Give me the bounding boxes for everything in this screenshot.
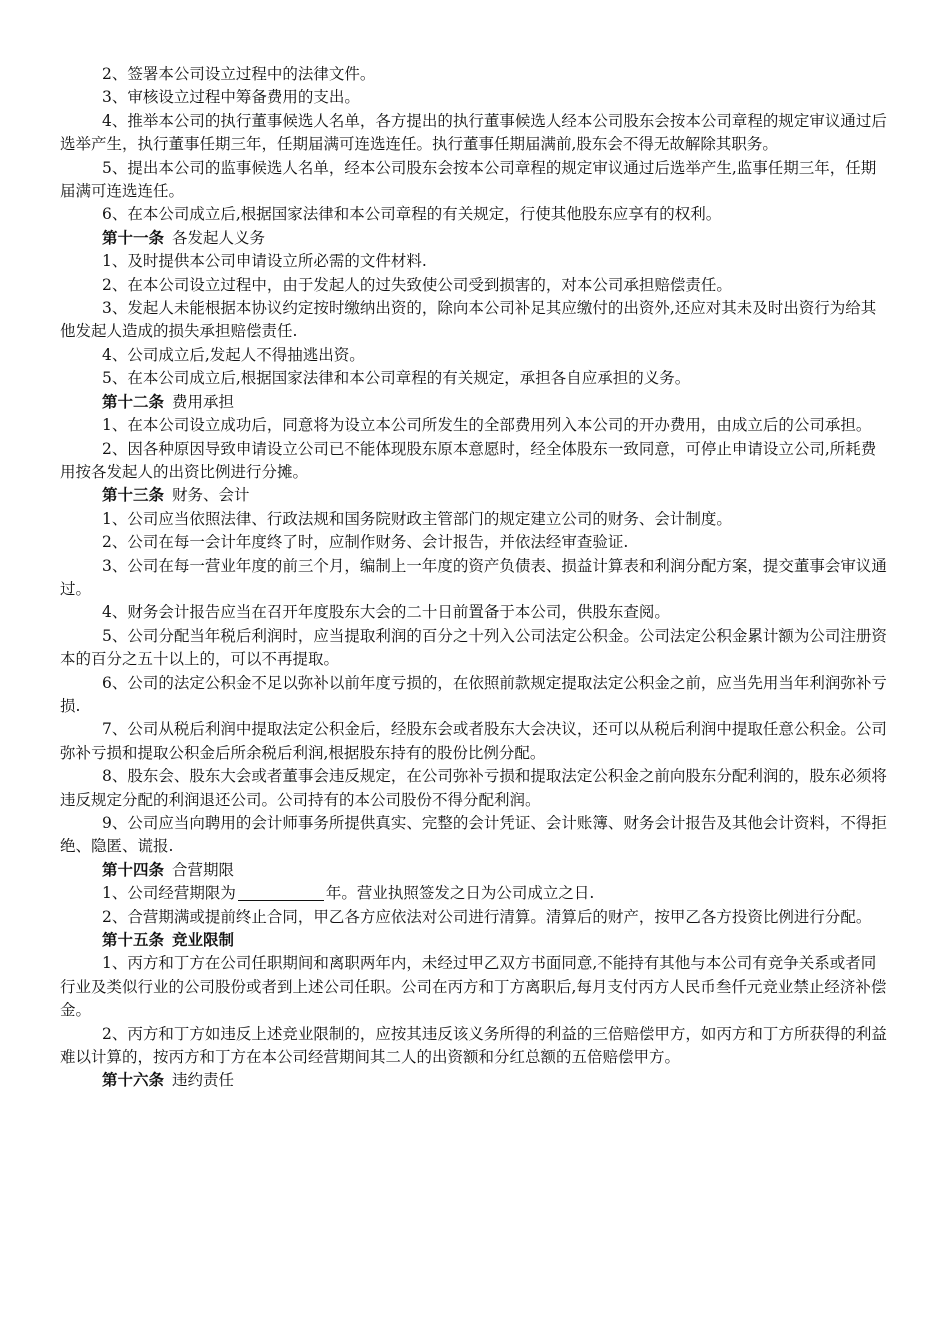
- fill-in-blank: [238, 884, 324, 901]
- article-number: 第十三条: [102, 486, 165, 505]
- paragraph: 4、公司成立后,发起人不得抽逃出资。: [102, 345, 365, 364]
- paragraph: 8、股东会、股东大会或者董事会违反规定，在公司弥补亏损和提取法定公积金之前向股东分配利润的，股东必须将违反规定分配的利润退还公司。公司持有的本公司股份不得分配利润。: [60, 767, 887, 809]
- article-heading: [60, 859, 890, 882]
- article-title: 竞业限制: [172, 931, 235, 950]
- article-heading: [60, 929, 890, 952]
- paragraph: 4、推举本公司的执行董事候选人名单，各方提出的执行董事候选人经本公司股东会按本公司章程的规定审议通过后选举产生，执行董事任期三年，任期届满可连选连任。执行董事任期届满前,股东会不得无故解除其职务。: [60, 111, 887, 154]
- blank-before-text: 1、公司经营期限为: [102, 884, 236, 903]
- paragraph: 5、提出本公司的监事候选人名单，经本公司股东会按本公司章程的规定审议通过后选举产生,监事任期三年，任期届满可连选连任。: [60, 158, 877, 201]
- article-title: 费用承担: [172, 392, 235, 411]
- paragraph: 9、公司应当向聘用的会计师事务所提供真实、完整的会计凭证、会计账簿、财务会计报告及其他会计资料，不得拒绝、隐匿、谎报.: [60, 814, 887, 856]
- paragraph-with-blank: [60, 882, 890, 905]
- paragraph: 3、发起人未能根据本协议约定按时缴纳出资的，除向本公司补足其应缴付的出资外,还应对其未及时出资行为给其他发起人造成的损失承担赔偿责任.: [60, 299, 877, 341]
- paragraph: 3、公司在每一营业年度的前三个月，编制上一年度的资产负债表、损益计算表和利润分配方案，提交董事会审议通过。: [60, 556, 887, 598]
- article-heading: [60, 484, 890, 507]
- paragraph: 6、在本公司成立后,根据国家法律和本公司章程的有关规定，行使其他股东应享有的权利。: [102, 205, 722, 224]
- paragraph: 5、在本公司成立后,根据国家法律和本公司章程的有关规定，承担各自应承担的义务。: [102, 369, 691, 388]
- paragraph: 6、公司的法定公积金不足以弥补以前年度亏损的，在依照前款规定提取法定公积金之前，应当先用当年利润弥补亏损.: [60, 673, 887, 715]
- article-title: 各发起人义务: [172, 228, 266, 247]
- article-title: 合营期限: [172, 860, 235, 879]
- article-number: 第十二条: [102, 392, 165, 411]
- article-number: 第十四条: [102, 860, 165, 879]
- paragraph: 1、及时提供本公司申请设立所必需的文件材料.: [102, 252, 427, 271]
- paragraph: 2、在本公司设立过程中，由于发起人的过失致使公司受到损害的，对本公司承担赔偿责任。: [102, 275, 732, 294]
- blank-after-text: 年。营业执照签发之日为公司成立之日.: [325, 884, 595, 903]
- paragraph: 1、公司应当依照法律、行政法规和国务院财政主管部门的规定建立公司的财务、会计制度。: [102, 509, 732, 528]
- paragraph: 1、在本公司设立成功后，同意将为设立本公司所发生的全部费用列入本公司的开办费用，由成立后的公司承担。: [102, 416, 872, 435]
- article-number: 第十六条: [102, 1071, 165, 1090]
- article-title: 违约责任: [172, 1071, 235, 1090]
- paragraph: 2、丙方和丁方如违反上述竞业限制的，应按其违反该义务所得的利益的三倍赔偿甲方，如丙方和丁方所获得的利益难以计算的，按丙方和丁方在本公司经营期间其二人的出资额和分红总额的五倍赔偿甲方。: [60, 1024, 887, 1067]
- paragraph: 3、审核设立过程中筹备费用的支出。: [102, 88, 360, 107]
- paragraph: 1、丙方和丁方在公司任职期间和离职两年内，未经过甲乙双方书面同意,不能持有其他与本公司有竞争关系或者同行业及类似行业的公司股份或者到上述公司任职。公司在丙方和丁方离职后,每月支付丙方人民币叁仟元竞业禁止经济补偿金。: [60, 954, 887, 1020]
- paragraph: 7、公司从税后利润中提取法定公积金后，经股东会或者股东大会决议，还可以从税后利润中提取任意公积金。公司弥补亏损和提取公积金后所余税后利润,根据股东持有的股份比例分配。: [60, 720, 887, 762]
- article-title: 财务、会计: [172, 486, 250, 505]
- paragraph: 4、财务会计报告应当在召开年度股东大会的二十日前置备于本公司，供股东查阅。: [102, 603, 670, 622]
- article-number: 第十一条: [102, 228, 165, 247]
- paragraph: 2、合营期满或提前终止合同，甲乙各方应依法对公司进行清算。清算后的财产，按甲乙各方投资比例进行分配。: [102, 907, 872, 926]
- article-heading: [60, 391, 890, 414]
- paragraph: 2、因各种原因导致申请设立公司已不能体现股东原本意愿时，经全体股东一致同意，可停止申请设立公司,所耗费用按各发起人的出资比例进行分摊。: [60, 439, 877, 481]
- article-heading: [60, 227, 890, 250]
- article-number: 第十五条: [102, 931, 165, 950]
- paragraph: 2、签署本公司设立过程中的法律文件。: [102, 65, 376, 83]
- article-heading: [60, 1069, 890, 1092]
- paragraph: 2、公司在每一会计年度终了时，应制作财务、会计报告，并依法经审查验证.: [102, 533, 629, 552]
- paragraph: 5、公司分配当年税后利润时，应当提取利润的百分之十列入公司法定公积金。公司法定公积金累计额为公司注册资本的百分之五十以上的，可以不再提取。: [60, 626, 887, 669]
